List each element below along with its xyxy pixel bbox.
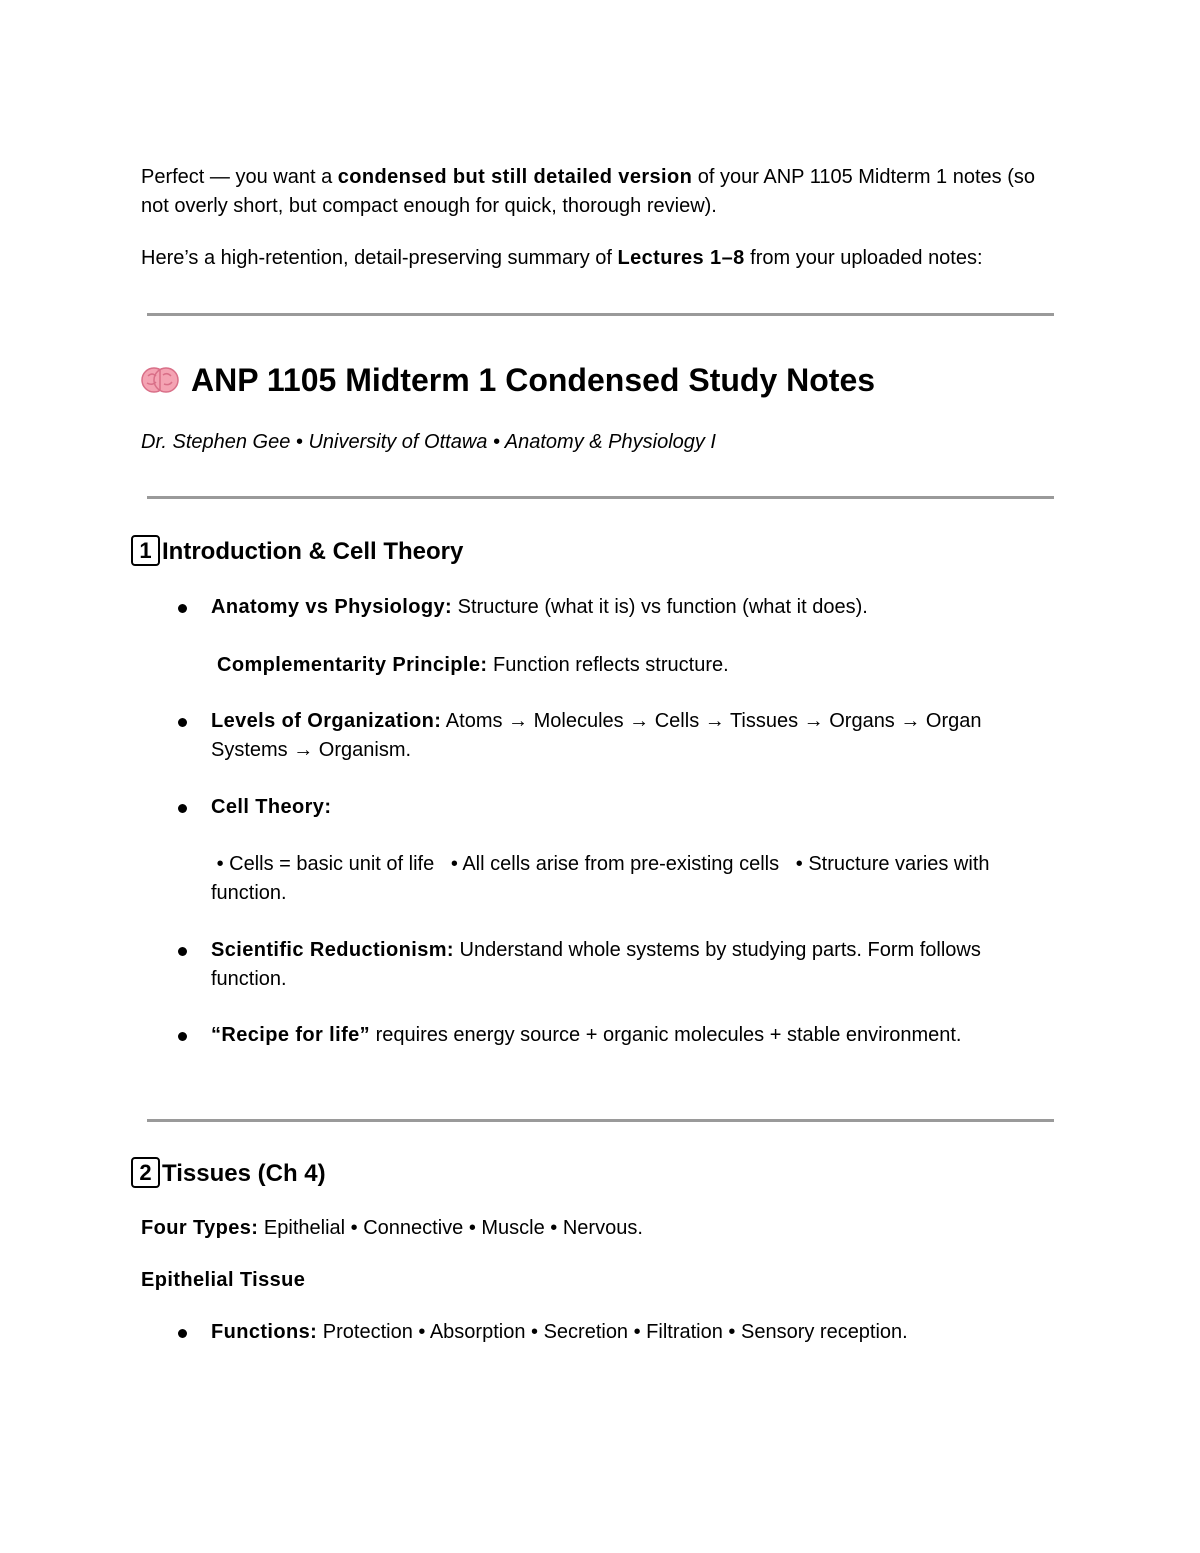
- horizontal-divider: [147, 1119, 1054, 1122]
- paragraph-label: Four Types:: [141, 1217, 259, 1239]
- intro-text: Perfect — you want a: [141, 166, 338, 188]
- horizontal-divider: [147, 496, 1054, 499]
- list-item: [211, 1021, 1061, 1050]
- bullet-icon: [178, 1329, 187, 1338]
- bullet-icon: [178, 604, 187, 613]
- list-item-text: Protection • Absorption • Secretion • Filtration • Sensory reception.: [317, 1321, 908, 1343]
- bullet-icon: [178, 804, 187, 813]
- page-subtitle: Dr. Stephen Gee • University of Ottawa • Anatomy & Physiology I: [141, 431, 716, 453]
- intro-paragraph-1: [141, 163, 1061, 221]
- keycap-number-icon: 2: [131, 1157, 160, 1188]
- section-2-heading: [131, 1157, 326, 1191]
- intro-emphasis: Lectures 1–8: [617, 247, 745, 269]
- intro-emphasis: condensed but still detailed version: [337, 166, 693, 188]
- page-title: [141, 358, 875, 402]
- list-item-text: • Cells = basic unit of life • All cells arise from pre-existing cells • Structure varies with function.: [211, 853, 996, 904]
- list-item: [211, 707, 1061, 765]
- intro-paragraph-2: [141, 244, 1061, 273]
- horizontal-divider: [147, 313, 1054, 316]
- list-item-label: Cell Theory:: [211, 796, 332, 818]
- list-item: [211, 593, 1061, 622]
- list-item-label: Functions:: [211, 1321, 318, 1343]
- list-item-label: Scientific Reductionism:: [211, 939, 454, 961]
- section-1-heading: [131, 535, 463, 569]
- list-item-label: “Recipe for life”: [211, 1024, 371, 1046]
- list-item-label: Anatomy vs Physiology:: [211, 596, 453, 618]
- list-item-text: Atoms → Molecules → Cells → Tissues → Organs → Organ Systems → Organism.: [211, 710, 982, 761]
- intro-text: from your uploaded notes:: [744, 247, 983, 269]
- list-item-text: Function reflects structure.: [487, 654, 729, 676]
- list-item-text: requires energy source + organic molecules + stable environment.: [370, 1024, 962, 1046]
- list-item: [211, 1318, 1061, 1347]
- list-item-label: Levels of Organization:: [211, 710, 442, 732]
- list-item: [211, 936, 1061, 994]
- list-item-continuation: [211, 850, 1061, 908]
- section-heading-text: Tissues (Ch 4): [162, 1160, 326, 1187]
- list-item: [211, 793, 1061, 822]
- four-types-paragraph: [141, 1214, 1061, 1243]
- brain-icon: [141, 365, 179, 395]
- subsection-heading: Epithelial Tissue: [141, 1269, 306, 1291]
- list-item-text: Understand whole systems by studying parts. Form follows function.: [211, 939, 981, 990]
- page-title-text: ANP 1105 Midterm 1 Condensed Study Notes: [191, 362, 876, 398]
- intro-text: of your ANP 1105 Midterm 1 notes (so not overly short, but compact enough for quick, thorough review).: [141, 166, 1035, 217]
- list-item-text: Structure (what it is) vs function (what it does).: [452, 596, 868, 618]
- intro-text: Here’s a high-retention, detail-preserving summary of: [141, 247, 618, 269]
- section-heading-text: Introduction & Cell Theory: [162, 538, 464, 565]
- keycap-number-icon: 1: [131, 535, 160, 566]
- bullet-icon: [178, 1032, 187, 1041]
- list-item: [217, 651, 1067, 680]
- bullet-icon: [178, 947, 187, 956]
- bullet-icon: [178, 718, 187, 727]
- list-item-label: Complementarity Principle:: [217, 654, 488, 676]
- paragraph-text: Epithelial • Connective • Muscle • Nervous.: [258, 1217, 643, 1239]
